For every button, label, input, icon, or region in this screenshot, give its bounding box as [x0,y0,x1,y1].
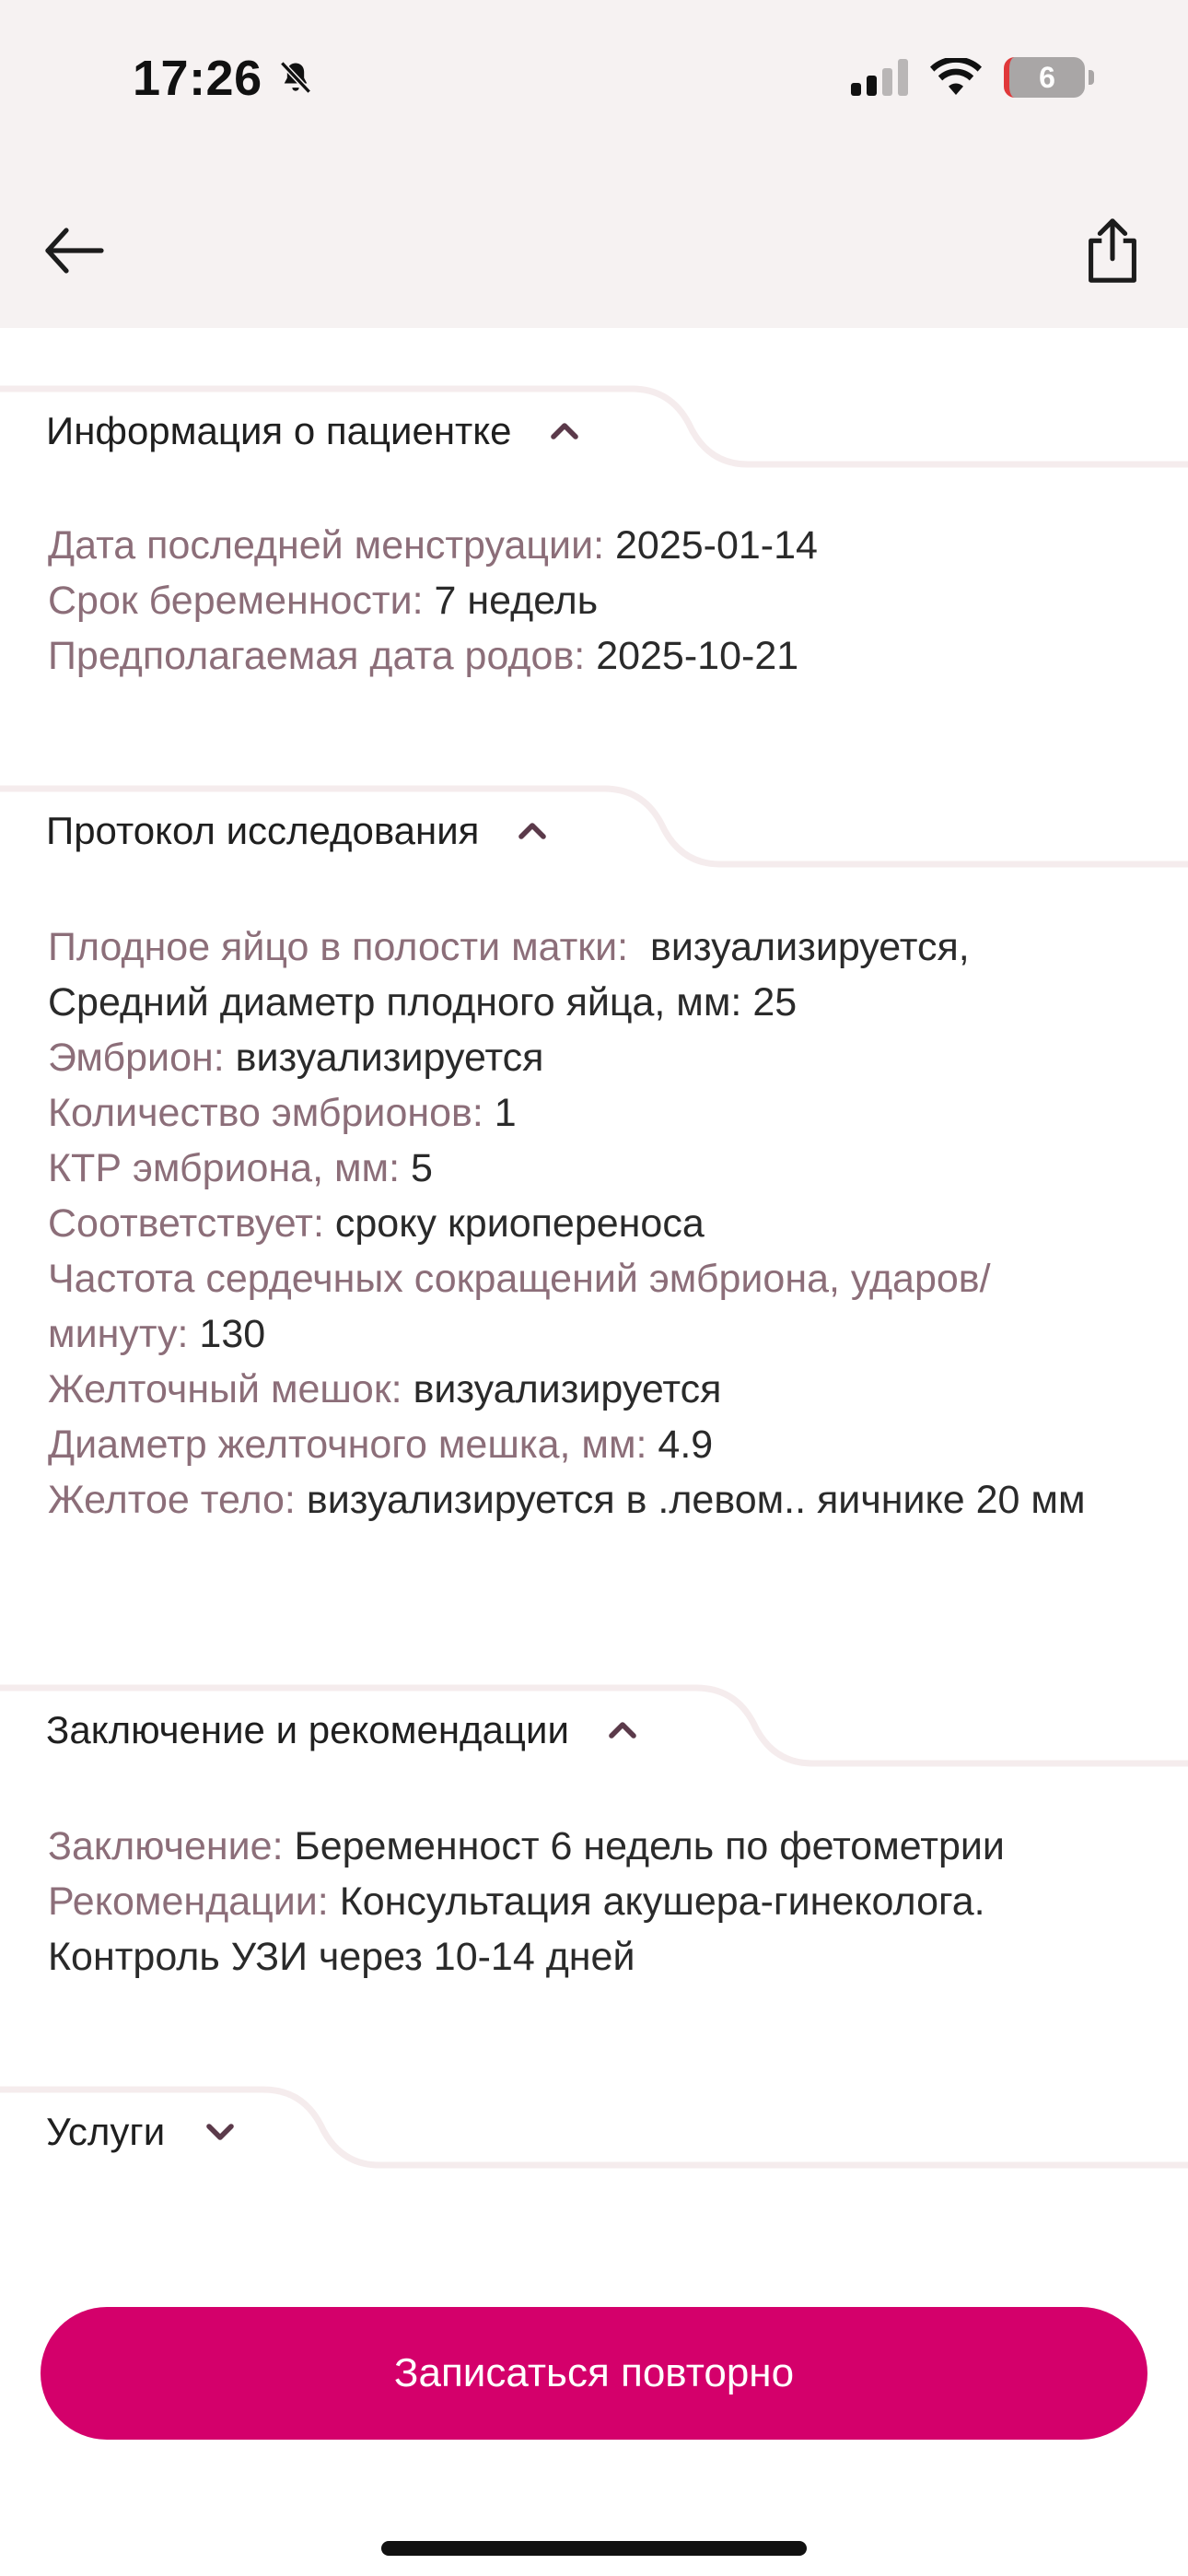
section-header-conclusion[interactable] [46,1708,641,1752]
section-services [0,2077,1188,2206]
section-header-patient[interactable] [46,409,583,453]
field-row [48,573,1144,628]
status-time-text: 17:26 [133,51,262,106]
section-title: Информация о пациентке [46,409,512,452]
field-label: Желтое тело: [48,1478,296,1522]
field-value: 4.9 [658,1423,714,1467]
field-value: 2025-10-21 [596,634,799,678]
top-bar [0,0,1188,328]
section-title: Заключение и рекомендации [46,1708,569,1751]
chevron-up-icon [604,1712,641,1749]
share-icon[interactable] [1081,216,1144,287]
field-row [48,1030,1144,1085]
field-row [48,518,1144,573]
section-patient-info [0,376,1188,726]
field-label: Диаметр желточного мешка, мм: [48,1423,647,1467]
field-label: Заключение: [48,1824,284,1868]
field-value: 130 [199,1312,266,1356]
field-value: 5 [411,1146,433,1190]
field-row [48,1417,1144,1472]
field-row [48,919,1144,975]
status-indicators [851,57,1085,98]
battery-level: 6 [1039,60,1055,94]
field-label: Дата последней менструации: [48,523,605,568]
section-title: Протокол исследования [46,809,480,852]
chevron-down-icon [202,2113,239,2150]
section-protocol [0,776,1188,1605]
cellular-signal-icon [851,59,908,96]
field-row [48,1819,1144,1874]
field-value: 7 недель [434,579,599,623]
field-label: Частота сердечных сокращений эмбриона, ударов/ минуту: [48,1257,991,1356]
field-value: Консультация акушера-гинеколога. Контроль УЗИ через 10-14 дней [48,1879,985,1979]
wifi-icon [930,58,982,97]
bell-muted-icon [275,58,316,99]
battery-icon [1004,57,1085,98]
book-again-label: Записаться повторно [393,2350,795,2395]
field-label: Соответствует: [48,1201,324,1246]
field-row [48,975,1144,1030]
book-again-button[interactable] [41,2307,1147,2440]
section-header-protocol[interactable] [46,809,551,853]
field-row [48,628,1144,684]
field-value: 2025-01-14 [615,523,818,568]
chevron-up-icon [546,413,583,450]
back-arrow-icon[interactable] [41,217,107,284]
field-value: сроку криопереноса [334,1201,705,1246]
field-value: визуализируется в .левом.. яичнике 20 мм [306,1478,1086,1522]
field-row [48,1362,1144,1417]
field-label: Количество эмбрионов: [48,1091,483,1135]
field-row [48,1196,1144,1251]
field-label: Предполагаемая дата родов: [48,634,586,678]
section-conclusion [0,1675,1188,2025]
chevron-up-icon [514,813,551,849]
field-value: Средний диаметр плодного яйца, мм: 25 [48,980,798,1025]
field-row [48,1251,1144,1362]
field-label: Эмбрион: [48,1036,225,1080]
field-label: Рекомендации: [48,1879,329,1924]
field-row [48,1141,1144,1196]
section-body-conclusion [48,1819,1144,1985]
field-label: Срок беременности: [48,579,424,623]
status-time [133,50,316,107]
field-row [48,1085,1144,1141]
section-header-services[interactable] [46,2110,239,2154]
field-label: Плодное яйцо в полости матки: [48,925,629,969]
field-value: визуализируется, [649,925,970,969]
field-value: визуализируется [235,1036,544,1080]
section-title: Услуги [46,2110,166,2153]
field-value: Беременност 6 недель по фетометрии [294,1824,1005,1868]
section-body-patient [48,518,1144,684]
field-label: КТР эмбриона, мм: [48,1146,401,1190]
field-value: 1 [494,1091,517,1135]
field-value: визуализируется [413,1367,722,1411]
field-label: Желточный мешок: [48,1367,402,1411]
field-row [48,1874,1144,1985]
home-indicator[interactable] [381,2541,807,2556]
section-body-protocol [48,919,1144,1528]
field-row [48,1472,1144,1528]
